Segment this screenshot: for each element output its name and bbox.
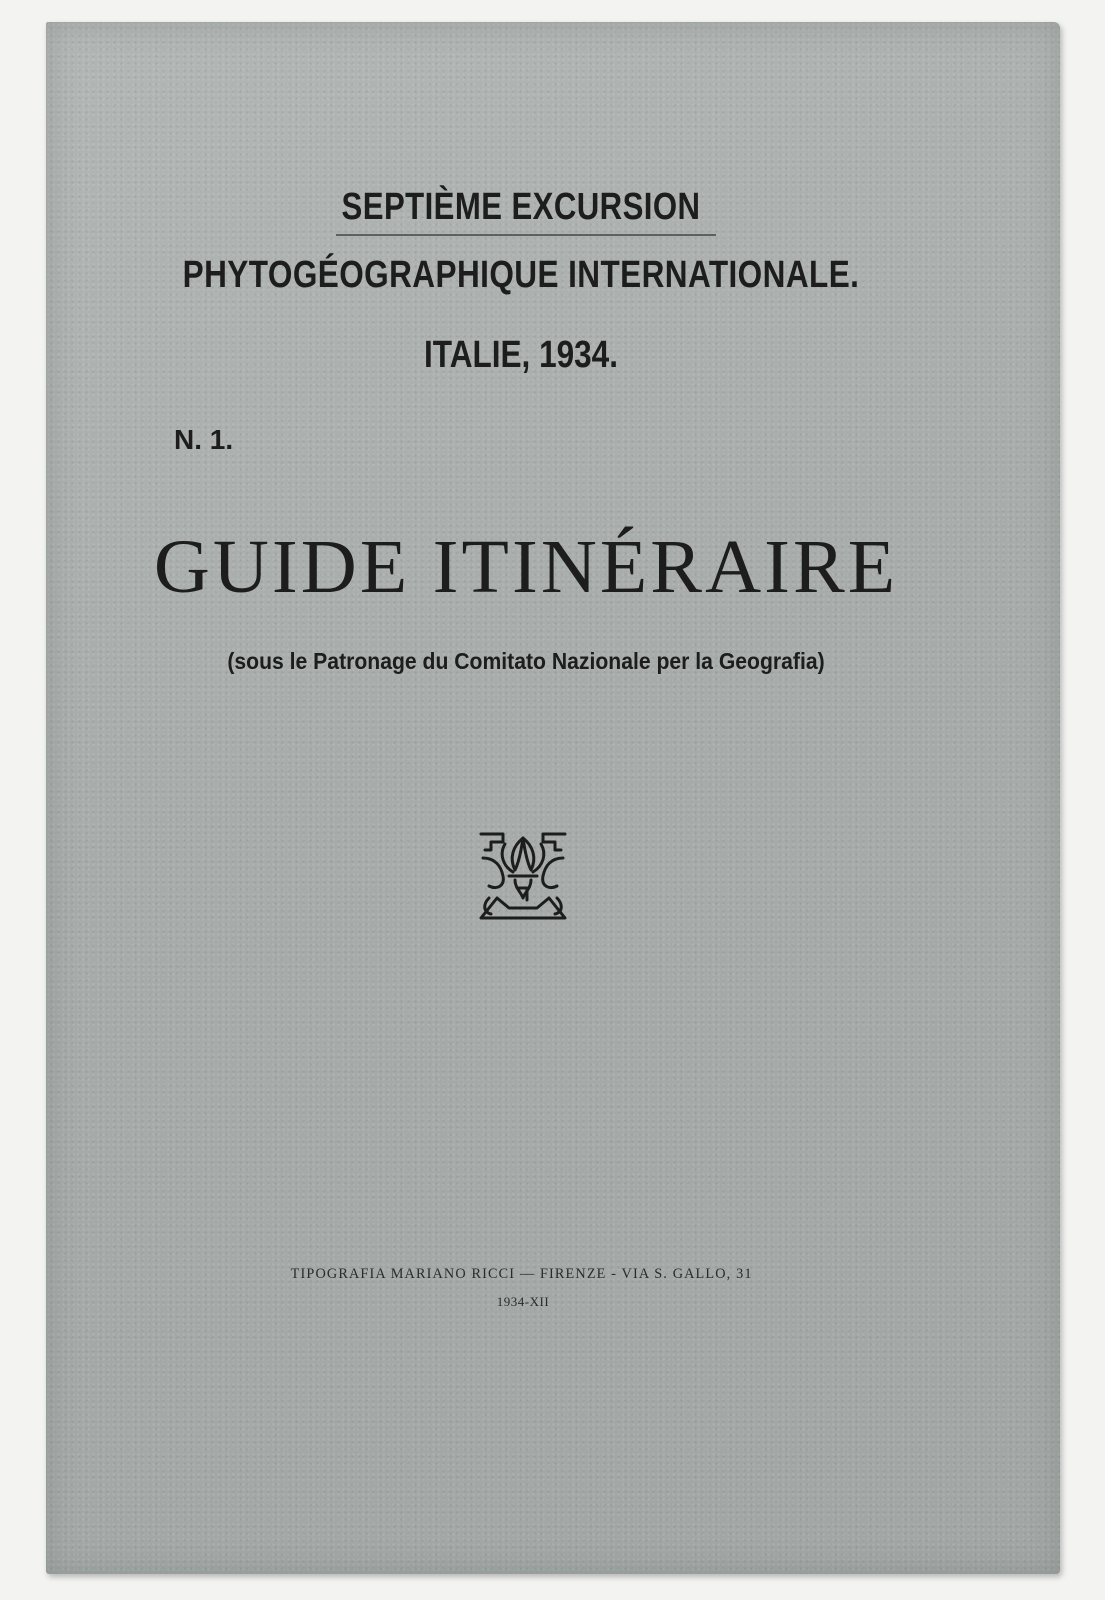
cover-title: GUIDE ITINÉRAIRE <box>153 525 899 609</box>
heading-line-2: PHYTOGÉOGRAPHIQUE INTERNATIONALE. <box>182 254 860 296</box>
printer-mark-icon <box>475 828 571 924</box>
imprint-year: 1934-XII <box>496 1294 550 1309</box>
heading-underline <box>336 234 716 236</box>
booklet-cover <box>46 22 1060 1574</box>
heading-line-1: SEPTIÈME EXCURSION <box>341 186 701 228</box>
printer-imprint: TIPOGRAFIA MARIANO RICCI — FIRENZE - VIA S. GALLO, 31 <box>290 1266 753 1282</box>
heading-line-3: ITALIE, 1934. <box>424 334 618 376</box>
issue-number: N. 1. <box>174 424 234 455</box>
cover-subtitle: (sous le Patronage du Comitato Nazionale per la Geografia) <box>227 648 825 674</box>
